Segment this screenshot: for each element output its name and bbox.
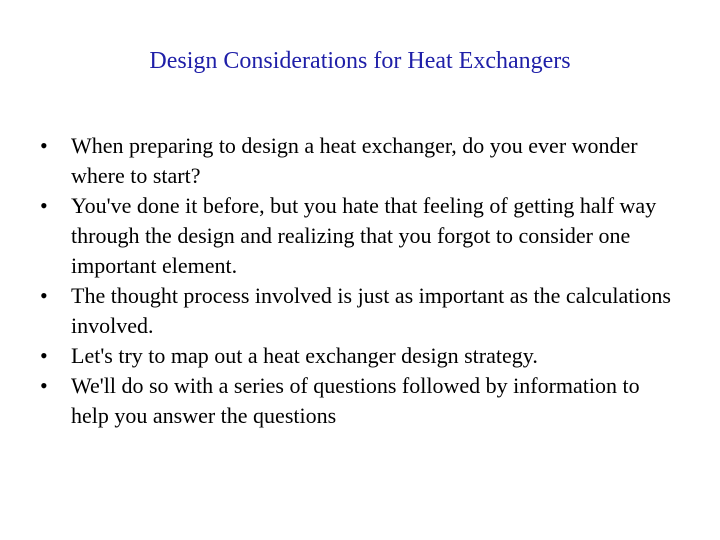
bullet-item [40,281,680,341]
bullet-icon: • [40,193,48,218]
bullet-text: Let's try to map out a heat exchanger design strategy. [71,343,538,368]
bullet-text: When preparing to design a heat exchanger, do you ever wonder where to start? [71,133,638,188]
slide-title: Design Considerations for Heat Exchangers [149,48,571,74]
bullet-icon: • [40,283,48,308]
bullet-item [40,131,680,191]
bullet-icon: • [40,373,48,398]
bullet-item [40,191,680,281]
bullet-item [40,341,680,371]
bullet-list [40,131,680,431]
bullet-text: We'll do so with a series of questions followed by information to help you answer the questions [71,373,640,428]
bullet-item [40,371,680,431]
bullet-icon: • [40,133,48,158]
bullet-icon: • [40,343,48,368]
bullet-text: The thought process involved is just as important as the calculations involved. [71,283,671,338]
bullet-text: You've done it before, but you hate that feeling of getting half way through the design and realizing that you forgot to consider one important element. [71,193,657,278]
